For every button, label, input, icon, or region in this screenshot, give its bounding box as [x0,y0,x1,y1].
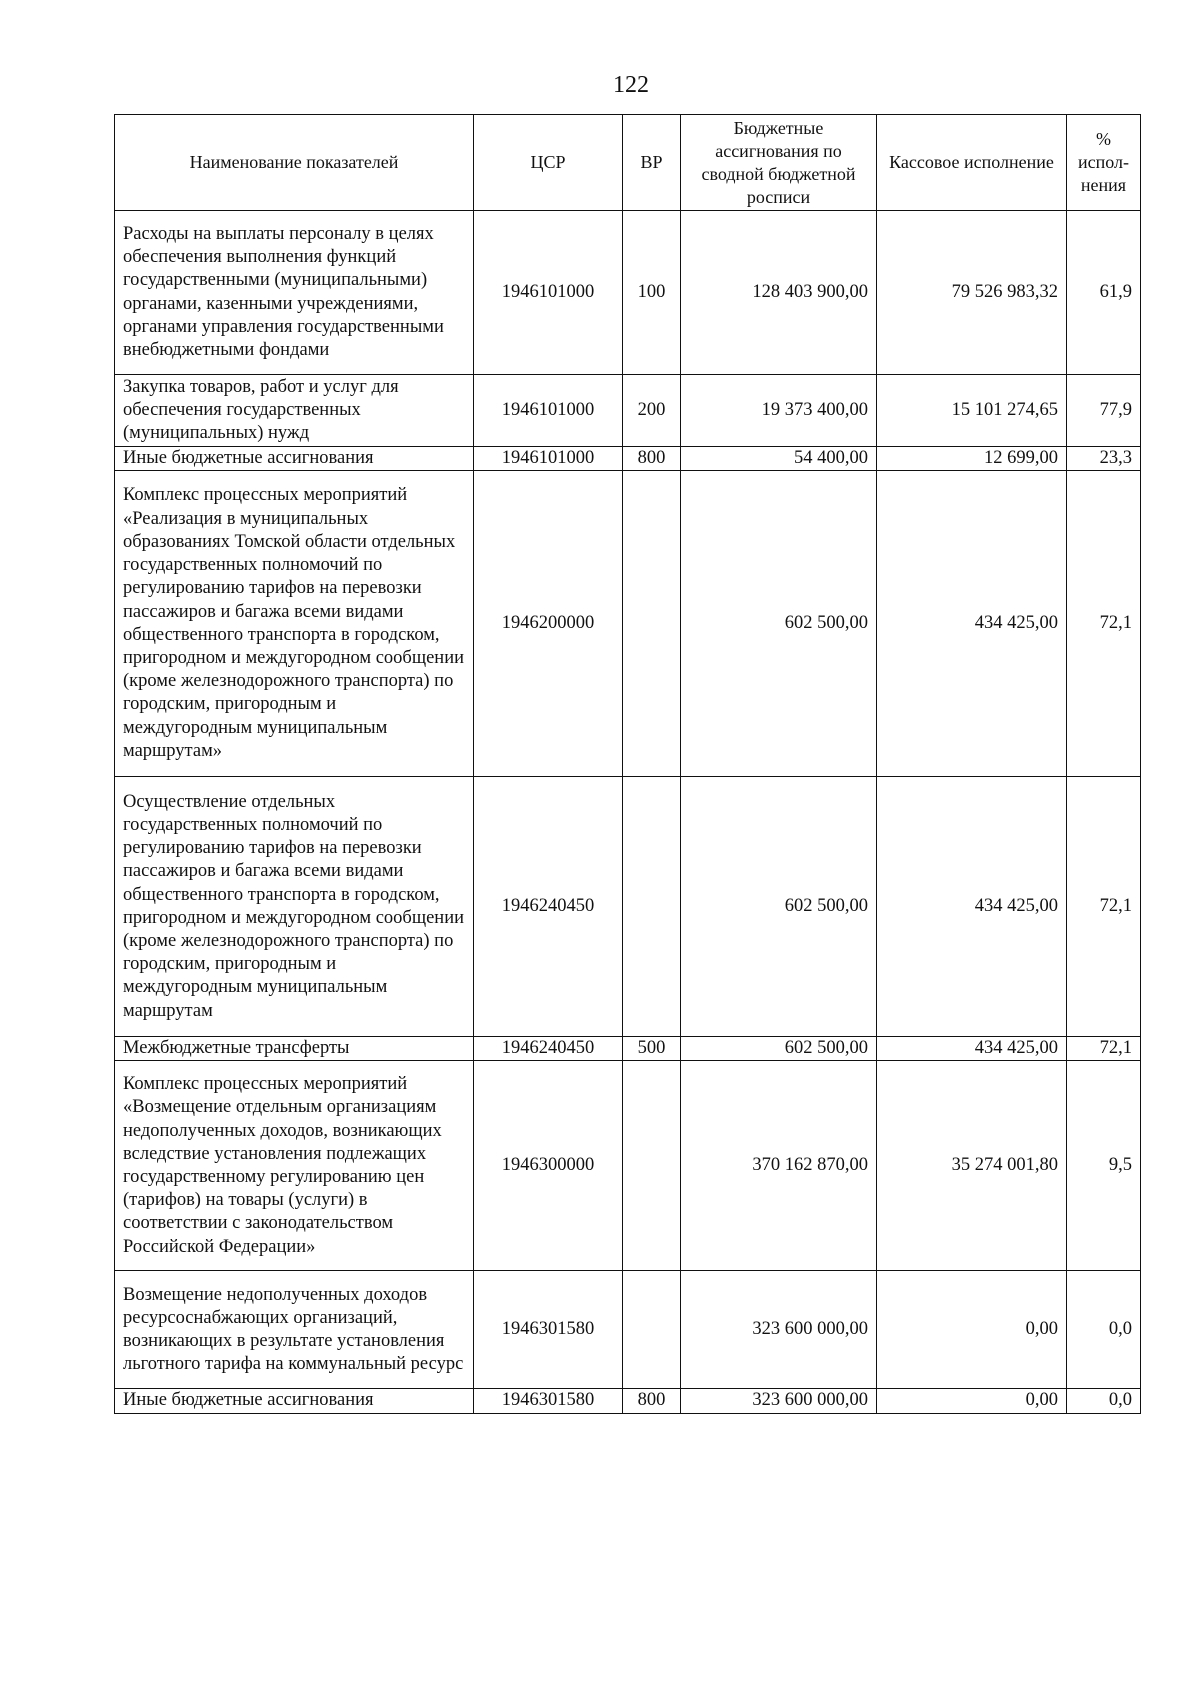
row-vr-cell: 500 [623,1037,681,1061]
table-row [115,1037,1141,1061]
row-budget-cell: 323 600 000,00 [681,1271,877,1389]
table-row [115,1271,1141,1389]
row-name-cell: Иные бюджетные ассигнования [115,447,474,471]
table-row [115,1389,1141,1413]
row-percent-cell: 0,0 [1067,1389,1141,1413]
row-cash-cell: 0,00 [877,1389,1067,1413]
row-csr-cell: 1946101000 [474,447,623,471]
table-header [115,115,1141,211]
table-row [115,1061,1141,1271]
row-name-cell: Комплекс процессных мероприятий «Реализация в муниципальных образованиях Томской области отдельных государственных полномочий по регулированию тарифов на перевозки пассажиров и багажа всеми видами общественного транспорта в городском, пригородном и междугородном сообщении (кроме железнодорожного транспорта) по городским, пригородным и междугородным муниципальным маршрутам» [115,471,474,777]
row-vr-cell [623,1271,681,1389]
row-csr-cell: 1946301580 [474,1271,623,1389]
row-percent-cell: 72,1 [1067,777,1141,1037]
row-budget-cell: 602 500,00 [681,777,877,1037]
row-cash-cell: 0,00 [877,1271,1067,1389]
row-name-cell: Осуществление отдельных государственных полномочий по регулированию тарифов на перевозки пассажиров и багажа всеми видами общественного транспорта в городском, пригородном и междугородном сообщении (кроме железнодорожного транспорта) по городским, пригородным и междугородным муниципальным маршрутам [115,777,474,1037]
row-budget-cell: 602 500,00 [681,471,877,777]
table-row [115,211,1141,375]
row-cash-cell: 35 274 001,80 [877,1061,1067,1271]
column-header-name: Наименование показателей [115,115,474,211]
row-csr-cell: 1946101000 [474,375,623,447]
row-name-cell: Межбюджетные трансферты [115,1037,474,1061]
row-percent-cell: 72,1 [1067,471,1141,777]
row-vr-cell [623,1061,681,1271]
column-header-csr: ЦСР [474,115,623,211]
row-cash-cell: 434 425,00 [877,777,1067,1037]
column-header-cash: Кассовое исполнение [877,115,1067,211]
row-name-cell: Расходы на выплаты персоналу в целях обеспечения выполнения функций государственными (муниципальными) органами, казенными учреждениями, органами управления государственными внебюджетными фондами [115,211,474,375]
row-cash-cell: 15 101 274,65 [877,375,1067,447]
row-csr-cell: 1946301580 [474,1389,623,1413]
row-budget-cell: 128 403 900,00 [681,211,877,375]
row-budget-cell: 54 400,00 [681,447,877,471]
row-cash-cell: 434 425,00 [877,471,1067,777]
column-header-percent: % испол-нения [1067,115,1141,211]
row-vr-cell: 800 [623,1389,681,1413]
row-vr-cell: 800 [623,447,681,471]
row-csr-cell: 1946240450 [474,1037,623,1061]
table-row [115,471,1141,777]
row-vr-cell [623,471,681,777]
row-csr-cell: 1946101000 [474,211,623,375]
table-row [115,447,1141,471]
row-percent-cell: 77,9 [1067,375,1141,447]
row-percent-cell: 61,9 [1067,211,1141,375]
table-row [115,777,1141,1037]
row-percent-cell: 9,5 [1067,1061,1141,1271]
column-header-vr: ВР [623,115,681,211]
row-name-cell: Возмещение недополученных доходов ресурсоснабжающих организаций, возникающих в результате установления льготного тарифа на коммунальный ресурс [115,1271,474,1389]
row-cash-cell: 79 526 983,32 [877,211,1067,375]
row-cash-cell: 12 699,00 [877,447,1067,471]
row-budget-cell: 602 500,00 [681,1037,877,1061]
row-percent-cell: 0,0 [1067,1271,1141,1389]
budget-execution-table [114,114,1141,1414]
row-name-cell: Комплекс процессных мероприятий «Возмещение отдельным организациям недополученных доходов, возникающих вследствие установления подлежащих государственному регулированию цен (тарифов) на товары (услуги) в соответствии с законодательством Российской Федерации» [115,1061,474,1271]
row-csr-cell: 1946240450 [474,777,623,1037]
row-name-cell: Иные бюджетные ассигнования [115,1389,474,1413]
row-percent-cell: 23,3 [1067,447,1141,471]
row-budget-cell: 370 162 870,00 [681,1061,877,1271]
row-vr-cell: 200 [623,375,681,447]
row-vr-cell [623,777,681,1037]
row-csr-cell: 1946300000 [474,1061,623,1271]
row-budget-cell: 19 373 400,00 [681,375,877,447]
row-budget-cell: 323 600 000,00 [681,1389,877,1413]
table-body [115,211,1141,1414]
row-percent-cell: 72,1 [1067,1037,1141,1061]
row-vr-cell: 100 [623,211,681,375]
page-number: 122 [613,72,649,98]
column-header-budget: Бюджетные ассигнования по сводной бюджетной росписи [681,115,877,211]
row-csr-cell: 1946200000 [474,471,623,777]
row-name-cell: Закупка товаров, работ и услуг для обеспечения государственных (муниципальных) нужд [115,375,474,447]
table-row [115,375,1141,447]
row-cash-cell: 434 425,00 [877,1037,1067,1061]
